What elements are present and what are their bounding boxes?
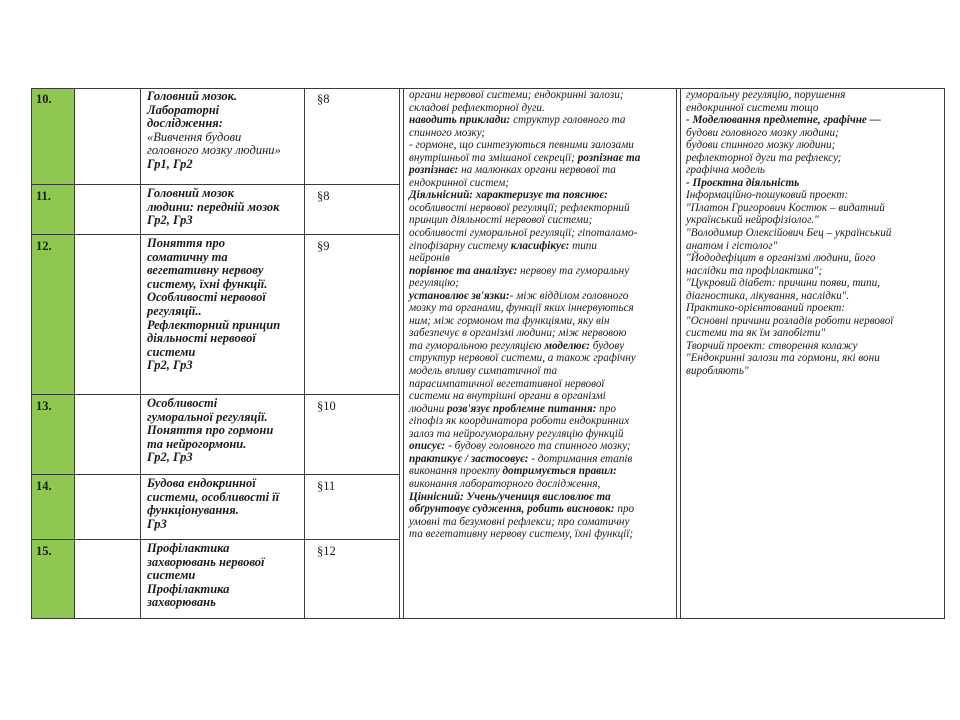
topic-line: вегетативну нервову bbox=[147, 263, 264, 278]
topic-line: Будова ендокринної bbox=[147, 476, 256, 490]
topic-line: захворювань bbox=[147, 595, 216, 610]
emphasis-text: Ціннісний: Учень/учениця висловлює та bbox=[409, 490, 611, 503]
activity-line bbox=[686, 340, 943, 353]
result-line bbox=[409, 378, 677, 391]
emphasis-text: - Проєктна діяльність bbox=[686, 176, 800, 189]
result-line bbox=[409, 164, 677, 177]
activity-line bbox=[686, 189, 943, 202]
body-text: ендокринної систем; bbox=[409, 176, 509, 189]
activity-line bbox=[686, 277, 943, 290]
topic-line: Профілактика bbox=[147, 581, 230, 596]
body-text: виконання проекту bbox=[409, 465, 503, 478]
result-line bbox=[409, 327, 677, 340]
emphasis-text: дотримується правил: bbox=[502, 465, 617, 478]
result-line bbox=[409, 127, 677, 140]
column-divider bbox=[680, 88, 681, 619]
topic-line: захворювань нервової bbox=[147, 554, 265, 569]
topic-line: системи, особливості її bbox=[147, 489, 280, 504]
result-line bbox=[409, 302, 677, 315]
topic-lines bbox=[147, 237, 300, 373]
activity-line bbox=[686, 177, 943, 190]
lesson-topic bbox=[141, 395, 304, 474]
table-border-bottom bbox=[31, 618, 945, 619]
row-number: 12. bbox=[31, 235, 74, 394]
body-text: - дотримання етапів bbox=[528, 452, 633, 465]
result-line bbox=[409, 428, 677, 441]
body-text: Творчий проект: створення колажу bbox=[686, 339, 858, 352]
lesson-topic bbox=[141, 235, 304, 394]
activity-line bbox=[686, 302, 943, 315]
body-text: гуморальну регуляцію, порушення bbox=[686, 89, 846, 101]
result-line bbox=[409, 403, 677, 416]
activity-line bbox=[686, 127, 943, 140]
activity-line bbox=[686, 327, 943, 340]
result-line bbox=[409, 252, 677, 265]
row-divider bbox=[31, 184, 400, 185]
result-line bbox=[409, 365, 677, 378]
emphasis-text: розв'язує проблемне питання: bbox=[446, 402, 597, 415]
row-divider bbox=[31, 539, 400, 540]
body-text: залоз та нейрогуморальну регуляцію функцій bbox=[409, 427, 624, 440]
topic-line: гуморальної регуляції. bbox=[147, 409, 268, 424]
body-text: виконання лабораторного дослідження, bbox=[409, 477, 601, 490]
body-text: парасимпатичної вегетативної нервової bbox=[409, 377, 605, 390]
body-text: будови спинного мозку людини; bbox=[686, 139, 836, 152]
lesson-topic bbox=[141, 475, 304, 539]
result-line bbox=[409, 315, 677, 328]
body-text: органи нервової системи; ендокринні залози; bbox=[409, 89, 624, 101]
body-text: - між відділом головного bbox=[509, 289, 629, 302]
emphasis-text: - Моделювання предметне, графічне — bbox=[686, 114, 881, 127]
body-text: гіпофізарну систему bbox=[409, 239, 511, 252]
result-line bbox=[409, 102, 677, 115]
topic-line: регуляції.. bbox=[147, 303, 202, 318]
body-text: про bbox=[614, 503, 635, 516]
emphasis-text: наводить приклади: bbox=[409, 114, 511, 127]
topic-line: «Вивчення будови bbox=[147, 129, 242, 144]
lesson-topic bbox=[141, 185, 304, 234]
topic-line: Гр3 bbox=[147, 516, 167, 531]
result-line bbox=[409, 440, 677, 453]
row-divider bbox=[31, 234, 400, 235]
row-number: 15. bbox=[31, 540, 74, 618]
topic-line: Поняття про bbox=[147, 236, 225, 250]
emphasis-text: розпізнає: bbox=[409, 164, 459, 177]
body-text: "Платон Григорович Костюк – видатний bbox=[686, 201, 885, 214]
activity-line bbox=[686, 265, 943, 278]
topic-line: Гр2, Гр3 bbox=[147, 450, 193, 465]
body-text: умовні та безумовні рефлекси; про соматичну bbox=[409, 515, 630, 528]
body-text: на малюнках органи нервової та bbox=[458, 164, 616, 177]
result-line bbox=[409, 478, 677, 491]
body-text: ним; між гормоном та функціями, яку він bbox=[409, 314, 610, 327]
result-line bbox=[409, 240, 677, 253]
topic-line: функціонування. bbox=[147, 503, 239, 518]
result-line bbox=[409, 415, 677, 428]
body-text: "Йододефіцит в організмі людини, його bbox=[686, 252, 876, 265]
result-line bbox=[409, 340, 677, 353]
result-line bbox=[409, 214, 677, 227]
result-line bbox=[409, 277, 677, 290]
result-line bbox=[409, 265, 677, 278]
emphasis-text: порівнює та аналізує: bbox=[409, 264, 518, 277]
result-line bbox=[409, 516, 677, 529]
body-text: особливості нервової регуляції; рефлекторний bbox=[409, 201, 630, 214]
activity-line bbox=[686, 365, 943, 378]
topic-line: та нейрогормони. bbox=[147, 436, 247, 451]
row-number: 11. bbox=[31, 185, 74, 234]
result-line bbox=[409, 465, 677, 478]
body-text: ендокринної системи тощо bbox=[686, 101, 819, 114]
row-divider bbox=[31, 474, 400, 475]
body-text: - будову головного та спинного мозку; bbox=[445, 440, 631, 453]
body-text: спинного мозку; bbox=[409, 126, 486, 139]
row-number: 13. bbox=[31, 395, 74, 474]
activity-line bbox=[686, 164, 943, 177]
result-line bbox=[409, 290, 677, 303]
body-text: людини bbox=[409, 402, 447, 415]
body-text: діагностика, лікування, наслідки". bbox=[686, 289, 850, 302]
topic-line: Лабораторні bbox=[147, 102, 220, 117]
textbook-paragraph: §10 bbox=[317, 399, 336, 413]
topic-lines bbox=[147, 397, 300, 465]
body-text: забезпечує в організмі людини; між нервовою bbox=[409, 327, 627, 340]
table-border-right bbox=[944, 88, 945, 619]
body-text: український нейрофізіолог." bbox=[686, 214, 819, 227]
body-text: Інформаційно-пошуковий проект: bbox=[686, 189, 849, 202]
body-text: - гормоне, що синтезуються певними залозами bbox=[409, 139, 634, 152]
result-line bbox=[409, 89, 677, 102]
body-text: системи та як їм запобігти" bbox=[686, 327, 826, 340]
emphasis-text: практикує / застосовує: bbox=[409, 452, 529, 465]
column-divider bbox=[676, 88, 677, 619]
body-text: нервову та гуморальну bbox=[517, 264, 630, 277]
topic-line: систему, їхні функції. bbox=[147, 276, 268, 291]
expected-results bbox=[405, 88, 679, 618]
body-text: системи на внутрішні органи в організмі bbox=[409, 390, 606, 403]
topic-line: Поняття про гормони bbox=[147, 423, 274, 438]
activity-line bbox=[686, 240, 943, 253]
textbook-paragraph: §9 bbox=[317, 239, 330, 253]
activity-line bbox=[686, 227, 943, 240]
activity-line bbox=[686, 102, 943, 115]
body-text: виробляють" bbox=[686, 365, 749, 378]
emphasis-text: моделює: bbox=[544, 339, 590, 352]
result-line bbox=[409, 227, 677, 240]
topic-lines bbox=[147, 477, 300, 531]
body-text: анатом і гістолог" bbox=[686, 239, 778, 252]
activity-line bbox=[686, 290, 943, 303]
result-line bbox=[409, 453, 677, 466]
activity-line bbox=[686, 252, 943, 265]
result-line bbox=[409, 503, 677, 516]
body-text: внутрішньої та змішаної секреції; bbox=[409, 151, 578, 164]
result-line bbox=[409, 114, 677, 127]
emphasis-text: Діяльнісний: характеризує та пояснює: bbox=[409, 189, 608, 202]
body-text: "Володимир Олексійович Бец – український bbox=[686, 227, 892, 240]
body-text: "Цукровий діабет: причини появи, типи, bbox=[686, 277, 881, 290]
activity-line bbox=[686, 139, 943, 152]
topic-line: Головний мозок. bbox=[147, 89, 238, 103]
result-line bbox=[409, 352, 677, 365]
body-text: будову bbox=[589, 339, 625, 352]
topic-line: Головний мозок bbox=[147, 186, 235, 200]
body-text: складові рефлекторної дуги. bbox=[409, 101, 545, 114]
activity-line bbox=[686, 202, 943, 215]
activity-line bbox=[686, 352, 943, 365]
topic-lines bbox=[147, 187, 300, 228]
body-text: рефлекторної дуги та рефлексу; bbox=[686, 151, 842, 164]
emphasis-text: описує: bbox=[409, 440, 446, 453]
body-text: мозку та органами, функції яких іннервуються bbox=[409, 302, 634, 315]
topic-line: Гр2, Гр3 bbox=[147, 213, 193, 228]
emphasis-text: обґрунтовує судження, робить висновок: bbox=[409, 503, 615, 516]
body-text: Практико-орієнтований проект: bbox=[686, 302, 846, 315]
body-text: принцип діяльності нервової системи; bbox=[409, 214, 593, 227]
emphasis-text: класифікує: bbox=[510, 239, 570, 252]
row-number: 10. bbox=[31, 88, 74, 184]
body-text: гіпофіз як координатора роботи ендокринних bbox=[409, 415, 630, 428]
textbook-paragraph: §8 bbox=[317, 189, 330, 203]
topic-line: діяльності нервової bbox=[147, 331, 256, 346]
textbook-paragraph: §12 bbox=[317, 544, 336, 558]
lesson-topic bbox=[141, 540, 304, 618]
textbook-paragraph: §8 bbox=[317, 92, 330, 106]
body-text: нейронів bbox=[409, 252, 450, 265]
activity-line bbox=[686, 214, 943, 227]
body-text: "Основні причини розладів роботи нервової bbox=[686, 314, 894, 327]
body-text: структур головного та bbox=[510, 114, 626, 127]
body-text: та гуморальною регуляцією bbox=[409, 339, 545, 352]
result-line bbox=[409, 528, 677, 541]
body-text: наслідки та профілактика"; bbox=[686, 264, 823, 277]
topic-line: Особливості bbox=[147, 396, 218, 410]
topic-lines bbox=[147, 90, 300, 172]
activity-line bbox=[686, 114, 943, 127]
column-divider bbox=[403, 88, 404, 619]
activity-line bbox=[686, 89, 943, 102]
textbook-paragraph: §11 bbox=[317, 479, 336, 493]
topic-line: Гр1, Гр2 bbox=[147, 156, 193, 171]
topic-lines bbox=[147, 542, 300, 610]
emphasis-text: установлює зв'язки: bbox=[409, 289, 510, 302]
curriculum-table bbox=[31, 88, 945, 618]
topic-line: дослідження: bbox=[147, 116, 223, 131]
body-text: особливості гуморальної регуляції; гіпоталамо- bbox=[409, 227, 638, 240]
body-text: структур нервової системи, а також графічну bbox=[409, 352, 636, 365]
topic-line: Особливості нервової bbox=[147, 290, 266, 305]
learning-activities bbox=[681, 88, 945, 618]
row-divider bbox=[31, 394, 400, 395]
topic-line: системи bbox=[147, 568, 196, 583]
topic-line: Рефлекторний принцип bbox=[147, 317, 281, 332]
body-text: графічна модель bbox=[686, 164, 765, 177]
body-text: регуляцію; bbox=[409, 277, 459, 290]
body-text: про bbox=[596, 402, 616, 415]
result-line bbox=[409, 202, 677, 215]
result-line bbox=[409, 139, 677, 152]
body-text: "Ендокринні залози та гормони, які вони bbox=[686, 352, 880, 365]
activity-line bbox=[686, 152, 943, 165]
topic-line: Гр2, Гр3 bbox=[147, 358, 193, 373]
result-line bbox=[409, 390, 677, 403]
topic-line: людини: передній мозок bbox=[147, 199, 280, 214]
lesson-topic bbox=[141, 88, 304, 184]
topic-line: Профілактика bbox=[147, 541, 230, 555]
body-text: будови головного мозку людини; bbox=[686, 126, 839, 139]
body-text: модель впливу симпатичної та bbox=[409, 365, 558, 378]
topic-line: соматичну та bbox=[147, 249, 228, 264]
result-line bbox=[409, 177, 677, 190]
result-line bbox=[409, 189, 677, 202]
topic-line: головного мозку людини» bbox=[147, 143, 281, 158]
emphasis-text: розпізнає та bbox=[577, 151, 641, 164]
result-line bbox=[409, 152, 677, 165]
body-text: типи bbox=[569, 239, 597, 252]
body-text: та вегетативну нервову систему, їхні функції; bbox=[409, 528, 634, 541]
row-number: 14. bbox=[31, 475, 74, 539]
result-line bbox=[409, 491, 677, 504]
topic-line: системи bbox=[147, 344, 196, 359]
activity-line bbox=[686, 315, 943, 328]
table-border-top bbox=[31, 88, 945, 89]
